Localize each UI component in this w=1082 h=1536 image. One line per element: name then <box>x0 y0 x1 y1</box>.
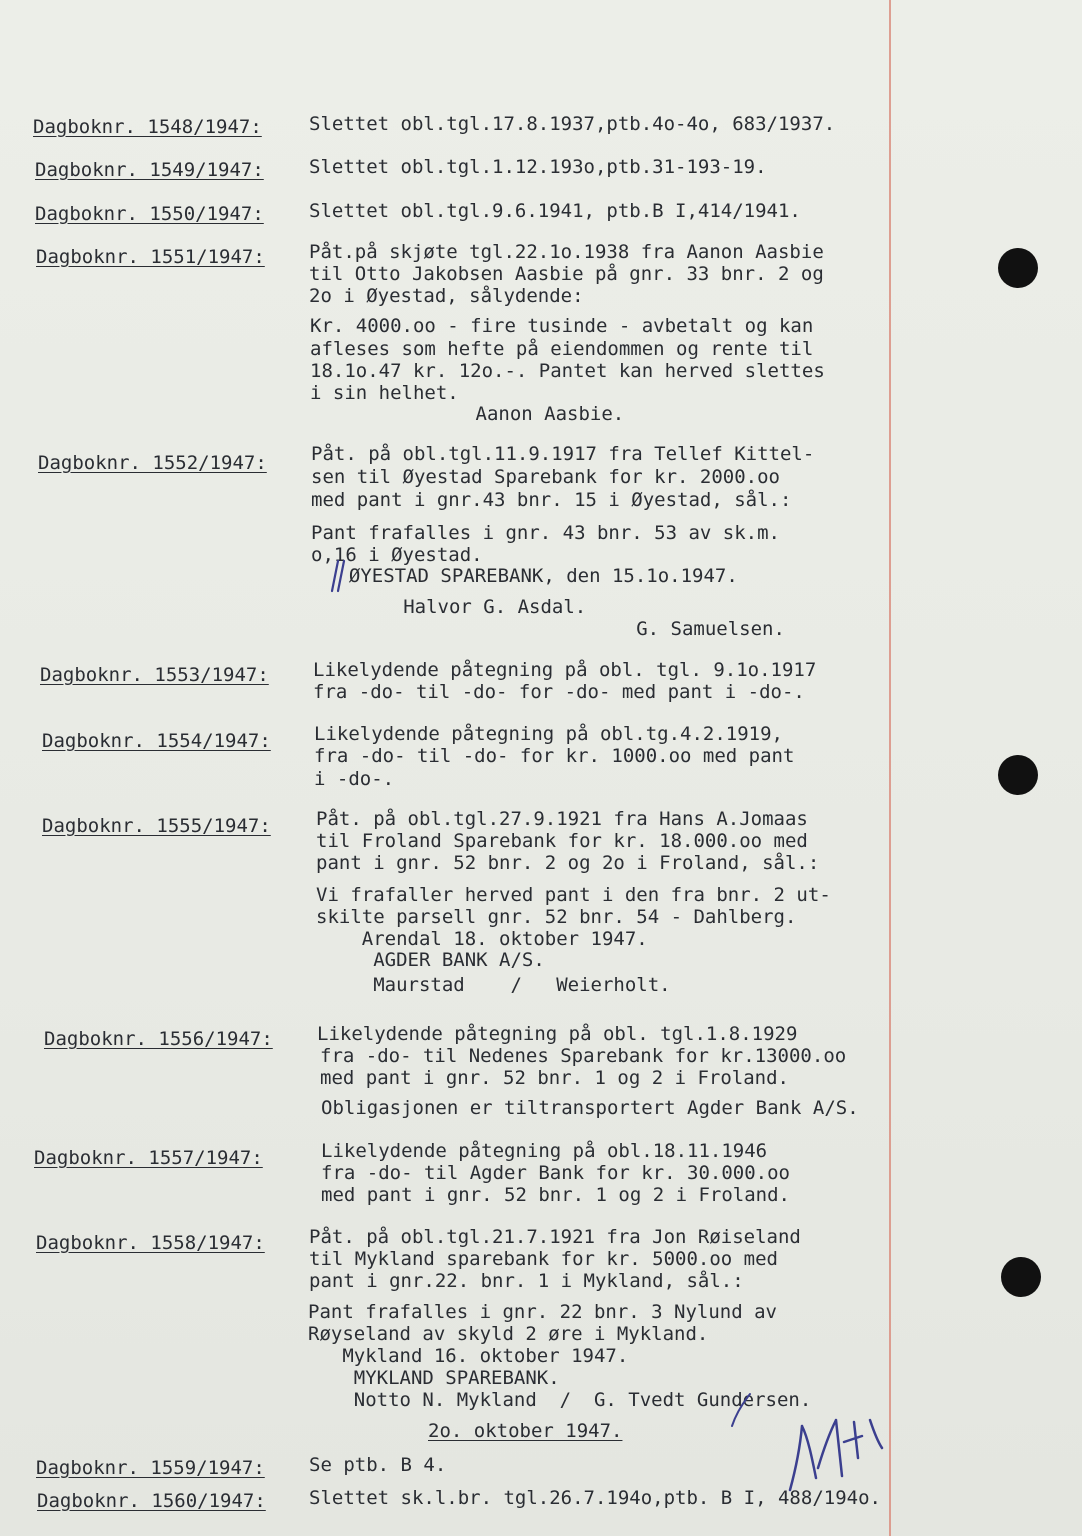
entry-text: Se ptb. B 4. <box>309 1454 447 1476</box>
entry-text: 18.1o.47 kr. 12o.-. Pantet kan herved slettes <box>310 360 825 382</box>
entry-text: pant i gnr. 52 bnr. 2 og 2o i Froland, sål.: <box>316 852 820 874</box>
entry-text: Påt. på obl.tgl.27.9.1921 fra Hans A.Jomaas <box>316 808 808 830</box>
entry-label: Dagboknr. 1556/1947: <box>44 1028 273 1050</box>
date-heading: 2o. oktober 1947. <box>428 1420 623 1442</box>
entry-text: Kr. 4000.oo - fire tusinde - avbetalt og kan <box>310 315 814 337</box>
punch-hole <box>998 248 1038 288</box>
entry-text: Obligasjonen er tiltransportert Agder Bank A/S. <box>321 1097 859 1119</box>
entry-text: med pant i gnr. 52 bnr. 1 og 2 i Froland. <box>320 1067 789 1089</box>
entry-label: Dagboknr. 1557/1947: <box>34 1147 263 1169</box>
entry-label: Dagboknr. 1559/1947: <box>36 1457 265 1479</box>
entry-text: Pant frafalles i gnr. 43 bnr. 53 av sk.m. <box>311 522 780 544</box>
entry-text: Slettet obl.tgl.9.6.1941, ptb.B I,414/1941. <box>309 200 801 222</box>
entry-text: med pant i gnr.43 bnr. 15 i Øyestad, sål.: <box>311 489 792 511</box>
entry-text: Likelydende påtegning på obl.tg.4.2.1919, <box>314 723 783 745</box>
entry-text: Arendal 18. oktober 1947. <box>316 928 648 950</box>
entry-text: o,16 i Øyestad. <box>311 544 483 566</box>
entry-text: i -do-. <box>314 768 395 790</box>
entry-text: Likelydende påtegning på obl.18.11.1946 <box>321 1140 768 1162</box>
entry-text: Påt. på obl.tgl.11.9.1917 fra Tellef Kittel- <box>311 443 815 465</box>
entry-label: Dagboknr. 1553/1947: <box>40 664 269 686</box>
entry-text: Likelydende påtegning på obl. tgl. 9.1o.1917 <box>313 659 817 681</box>
bank-name-line: MYKLAND SPAREBANK. <box>308 1367 560 1389</box>
entry-text: med pant i gnr. 52 bnr. 1 og 2 i Froland. <box>321 1184 790 1206</box>
entry-label: Dagboknr. 1550/1947: <box>35 203 264 225</box>
margin-rule <box>889 0 891 1536</box>
entry-text: til Mykland sparebank for kr. 5000.oo med <box>309 1248 778 1270</box>
signature-text: Halvor G. Asdal. <box>346 596 587 618</box>
entry-text: 2o i Øyestad, sålydende: <box>309 285 584 307</box>
entry-text: Slettet sk.l.br. tgl.26.7.194o,ptb. B I, 488/194o. <box>309 1487 881 1509</box>
pen-mark <box>328 555 348 595</box>
entry-label: Dagboknr. 1558/1947: <box>36 1232 265 1254</box>
entry-label: Dagboknr. 1554/1947: <box>42 730 271 752</box>
entry-text: Påt. på obl.tgl.21.7.1921 fra Jon Røiseland <box>309 1226 801 1248</box>
entry-text: afleses som hefte på eiendommen og rente til <box>310 338 814 360</box>
entry-text: sen til Øyestad Sparebank for kr. 2000.oo <box>311 466 780 488</box>
entry-text: Vi frafaller herved pant i den fra bnr. 2 ut- <box>316 884 831 906</box>
entry-text: skilte parsell gnr. 52 bnr. 54 - Dahlberg. <box>316 906 797 928</box>
entry-text: Slettet obl.tgl.1.12.193o,ptb.31-193-19. <box>309 156 767 178</box>
entry-label: Dagboknr. 1552/1947: <box>38 452 267 474</box>
entry-text: til Froland Sparebank for kr. 18.000.oo med <box>316 830 808 852</box>
entry-text: til Otto Jakobsen Aasbie på gnr. 33 bnr. 2 og <box>309 263 824 285</box>
punch-hole <box>1001 1257 1041 1297</box>
entry-text: fra -do- til -do- for kr. 1000.oo med pant <box>314 745 795 767</box>
entry-text: Likelydende påtegning på obl. tgl.1.8.1929 <box>317 1023 798 1045</box>
handwritten-initials <box>778 1408 898 1498</box>
entry-text: Påt.på skjøte tgl.22.1o.1938 fra Aanon Aasbie <box>309 241 824 263</box>
entry-label: Dagboknr. 1551/1947: <box>36 246 265 268</box>
bank-name-line: ØYESTAD SPAREBANK, den 15.1o.1947. <box>326 565 738 587</box>
entry-text: Røyseland av skyld 2 øre i Mykland. <box>308 1323 709 1345</box>
entry-text: Pant frafalles i gnr. 22 bnr. 3 Nylund av <box>308 1301 777 1323</box>
punch-hole <box>998 755 1038 795</box>
signature-text: Aanon Aasbie. <box>384 403 625 425</box>
entry-text: Slettet obl.tgl.17.8.1937,ptb.4o-4o, 683/1937. <box>309 113 836 135</box>
entry-text: pant i gnr.22. bnr. 1 i Mykland, sål.: <box>309 1270 744 1292</box>
entry-label: Dagboknr. 1560/1947: <box>37 1490 266 1512</box>
entry-label: Dagboknr. 1549/1947: <box>35 159 264 181</box>
entry-text: fra -do- til Nedenes Sparebank for kr.13000.oo <box>320 1045 847 1067</box>
bank-name-line: AGDER BANK A/S. <box>316 949 545 971</box>
entry-text: i sin helhet. <box>310 382 459 404</box>
signature-text: G. Samuelsen. <box>396 618 785 640</box>
entry-text: fra -do- til Agder Bank for kr. 30.000.oo <box>321 1162 790 1184</box>
signature-text: Notto N. Mykland / G. Tvedt Gundersen. <box>308 1389 812 1411</box>
pen-mark <box>726 1390 756 1430</box>
entry-label: Dagboknr. 1548/1947: <box>33 116 262 138</box>
entry-text: fra -do- til -do- for -do- med pant i -do-. <box>313 681 805 703</box>
signature-text: Maurstad / Weierholt. <box>316 974 671 996</box>
entry-text: Mykland 16. oktober 1947. <box>308 1345 629 1367</box>
entry-label: Dagboknr. 1555/1947: <box>42 815 271 837</box>
